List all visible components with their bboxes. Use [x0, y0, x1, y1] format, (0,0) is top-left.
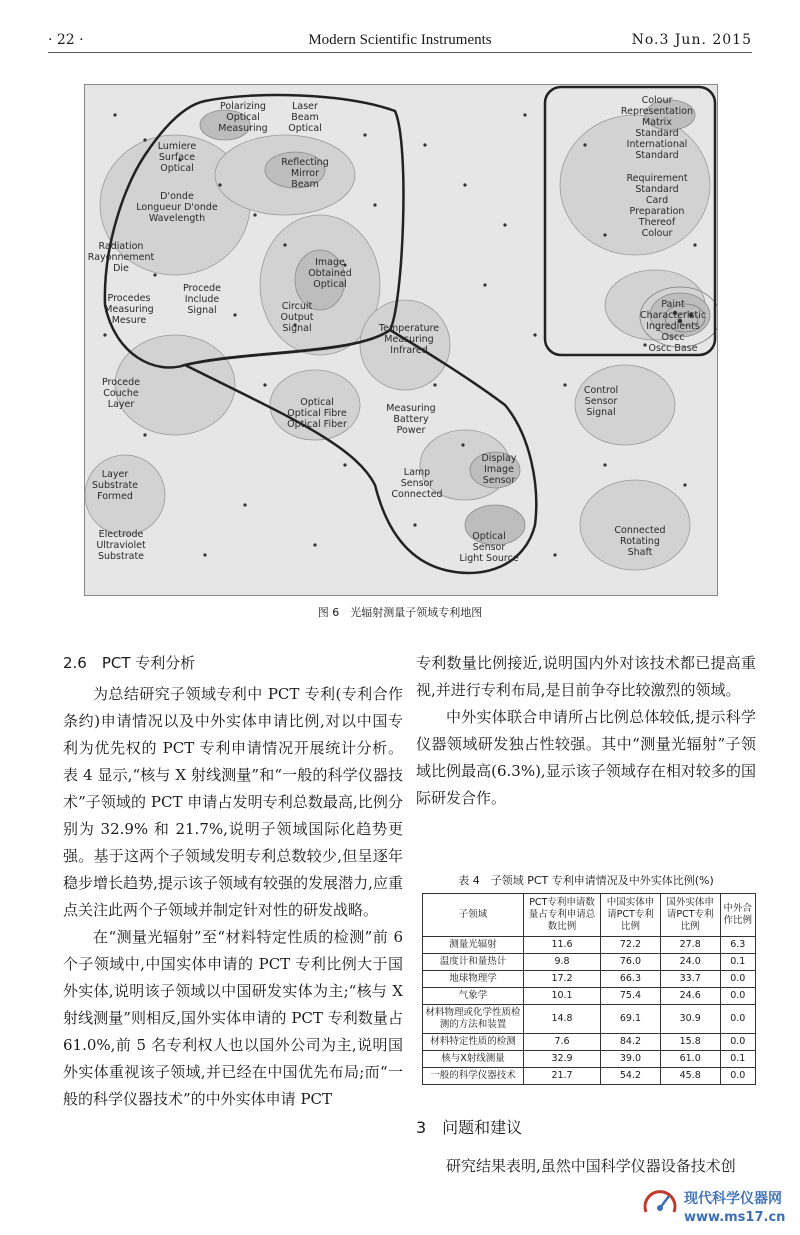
table-cell: 温度计和量热计	[423, 954, 524, 971]
table-row	[423, 954, 756, 971]
map-cluster-label: Optical Sensor Light Source	[459, 531, 519, 564]
table-cell: 69.1	[601, 1005, 661, 1034]
table-cell: 21.7	[524, 1068, 601, 1085]
table-cell: 76.0	[601, 954, 661, 971]
site-watermark	[640, 1182, 800, 1232]
table-cell: 0.0	[720, 971, 755, 988]
table-cell: 0.0	[720, 1068, 755, 1085]
map-cluster-label: D'onde Longueur D'onde Wavelength	[136, 191, 218, 224]
map-cluster-label: Lamp Sensor Connected	[391, 467, 443, 500]
map-cluster-label: Circuit Output Signal	[280, 301, 314, 334]
table-cell: 地球物理学	[423, 971, 524, 988]
table-cell: 61.0	[660, 1051, 720, 1068]
map-cluster-label: Procedes Measuring Mesure	[104, 293, 154, 326]
table-header-row	[423, 894, 756, 937]
watermark-name: 现代科学仪器网	[684, 1191, 782, 1207]
table-cell: 9.8	[524, 954, 601, 971]
map-cluster-label: Layer Substrate Formed	[91, 469, 139, 502]
table-cell: 11.6	[524, 937, 601, 954]
patent-map-figure	[84, 84, 718, 596]
table-cell: 30.9	[660, 1005, 720, 1034]
table-cell: 0.1	[720, 1051, 755, 1068]
table-cell: 39.0	[601, 1051, 661, 1068]
journal-name: Modern Scientific Instruments	[308, 32, 492, 48]
table-row	[423, 971, 756, 988]
table-title: 表 4 子领域 PCT 专利申请情况及中外实体比例(%)	[458, 874, 714, 887]
table-cell: 材料特定性质的检测	[423, 1034, 524, 1051]
table-header-cell: PCT专利申请数量占专利申请总数比例	[524, 894, 601, 937]
table-cell: 45.8	[660, 1068, 720, 1085]
table-cell: 气象学	[423, 988, 524, 1005]
table-header-cell: 国外实体申请PCT专利比例	[660, 894, 720, 937]
table-cell: 32.9	[524, 1051, 601, 1068]
map-cluster-label: Procede Include Signal	[182, 283, 222, 316]
table-cell: 核与X射线测量	[423, 1051, 524, 1068]
issue-info: No.3 Jun. 2015	[631, 32, 752, 48]
gauge-logo-icon	[640, 1182, 680, 1228]
table-cell: 84.2	[601, 1034, 661, 1051]
paragraph: 为总结研究子领域专利中 PCT 专利(专利合作条约)申请情况以及中外实体申请比例,对以中国专利为优先权的 PCT 专利申请情况开展统计分析。表 4 显示,“核与 X 射线测量”和“一般的科学仪器技术”子领域的 PCT 申请占发明专利总数最高,比例分别为 32.9% 和 21.7%,说明子领域国际化趋势更强。基于这两个子领域发明专利总数较少,但呈逐年稳步增长趋势,提示该子领域有较强的发展潜力,应重点关注此两个子领域并制定针对性的研发战略。	[63, 685, 403, 919]
map-cluster-label: Paint Characteristic Ingredients Oscc Oscc Base	[639, 299, 707, 354]
table-cell: 10.1	[524, 988, 601, 1005]
figure-caption: 图 6 光辐射测量子领域专利地图	[317, 606, 483, 619]
table-cell: 0.0	[720, 988, 755, 1005]
table-cell: 0.0	[720, 1005, 755, 1034]
section-title: 2.6 PCT 专利分析	[63, 654, 196, 672]
map-cluster-label: Polarizing Optical Measuring	[218, 101, 268, 134]
table-cell: 33.7	[660, 971, 720, 988]
table-cell: 测量光辐射	[423, 937, 524, 954]
table-cell: 54.2	[601, 1068, 661, 1085]
page-number: · 22 ·	[48, 32, 84, 48]
pct-statistics-table	[422, 893, 756, 1085]
section-3-title: 3 问题和建议	[416, 1118, 523, 1137]
table-cell: 6.3	[720, 937, 755, 954]
map-cluster-label: Measuring Battery Power	[386, 403, 436, 436]
paragraph: 中外实体联合申请所占比例总体较低,提示科学仪器领域研发独占性较强。其中“测量光辐射”子领域比例最高(6.3%),显示该子领域存在相对较多的国际研发合作。	[416, 708, 756, 807]
table-cell: 17.2	[524, 971, 601, 988]
map-cluster-label: Control Sensor Signal	[583, 385, 619, 418]
table-cell: 14.8	[524, 1005, 601, 1034]
table-cell: 24.0	[660, 954, 720, 971]
table-cell: 24.6	[660, 988, 720, 1005]
right-column	[416, 650, 756, 812]
paragraph: 在“测量光辐射”至“材料特定性质的检测”前 6 个子领域中,中国实体申请的 PCT 专利比例大于国外实体,说明该子领域以中国研发实体为主;“核与 X 射线测量”则相反,国外实体申请的 PCT 专利数量占 61.0%,前 5 名专利权人也以国外公司为主,说明国外实体重视该子领域,并已经在中国优先布局;而“一般的科学仪器技术”的中外实体申请 PCT	[63, 928, 403, 1108]
table-row	[423, 1068, 756, 1085]
map-cluster-label: Temperature Measuring Infrared	[378, 323, 440, 356]
table-row	[423, 1034, 756, 1051]
table-row	[423, 1051, 756, 1068]
table-cell: 一般的科学仪器技术	[423, 1068, 524, 1085]
running-header	[48, 30, 752, 53]
table-row	[423, 1005, 756, 1034]
map-cluster-label: Electrode Ultraviolet Substrate	[96, 529, 146, 562]
table-cell: 材料物理或化学性质检测的方法和装置	[423, 1005, 524, 1034]
table-cell: 27.8	[660, 937, 720, 954]
table-header-cell: 中外合作比例	[720, 894, 755, 937]
map-cluster-label: Radiation Rayonnement Die	[87, 241, 155, 274]
watermark-url: www.ms17.cn	[684, 1210, 786, 1225]
table-cell: 72.2	[601, 937, 661, 954]
map-cluster-label: Lumiere Surface Optical	[157, 141, 197, 174]
table-cell: 0.1	[720, 954, 755, 971]
map-cluster-label: Procede Couche Layer	[101, 377, 141, 410]
table-cell: 75.4	[601, 988, 661, 1005]
table-cell: 0.0	[720, 1034, 755, 1051]
table-row	[423, 988, 756, 1005]
table-cell: 15.8	[660, 1034, 720, 1051]
left-column	[63, 650, 403, 1113]
map-cluster-label: Colour Representation Matrix Standard International Standard	[620, 95, 694, 161]
map-cluster-label: Connected Rotating Shaft	[614, 525, 666, 558]
table-cell: 7.6	[524, 1034, 601, 1051]
map-cluster-label: Reflecting Mirror Beam	[281, 157, 329, 190]
map-cluster-label: Image Obtained Optical	[308, 257, 352, 290]
map-cluster-label: Requirement Standard Card Preparation Thereof Colour	[626, 173, 688, 239]
map-cluster-label: Laser Beam Optical	[288, 101, 322, 134]
table-cell: 66.3	[601, 971, 661, 988]
table-header-cell: 子领域	[423, 894, 524, 937]
table-header-cell: 中国实体申请PCT专利比例	[601, 894, 661, 937]
map-cluster-label: Display Image Sensor	[481, 453, 517, 486]
table-row	[423, 937, 756, 954]
paragraph: 专利数量比例接近,说明国内外对该技术都已提高重视,并进行专利布局,是目前争夺比较激烈的领域。	[416, 654, 756, 699]
map-cluster-label: Optical Optical Fibre Optical Fiber	[287, 397, 347, 430]
paragraph: 研究结果表明,虽然中国科学仪器设备技术创	[446, 1157, 736, 1175]
